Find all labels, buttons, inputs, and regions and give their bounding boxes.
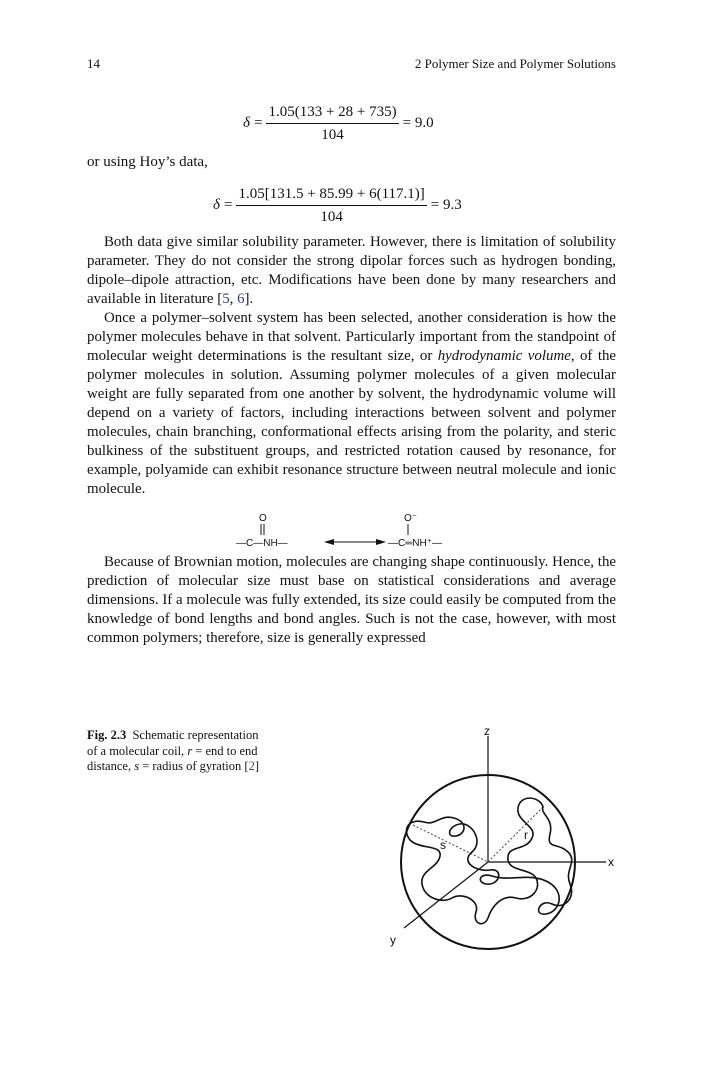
end-to-end-line bbox=[488, 807, 543, 862]
equation-2 bbox=[213, 185, 462, 226]
molecular-coil-diagram bbox=[380, 722, 620, 952]
amide-resonance-structure bbox=[230, 508, 490, 556]
right-amide-chain: —C═NH⁺— bbox=[388, 538, 443, 549]
caption-text-b: = end to end distance, bbox=[87, 743, 258, 773]
paragraph-1-text: Both data give similar solubility parameter. However, there is limitation of solubility parameter. They do not consider the strong dipolar forces such as hydrogen bonding, dipole–dipole attraction, etc. Modifications have been done by many researchers and available in literature [ bbox=[87, 234, 616, 307]
y-axis-label: y bbox=[390, 933, 396, 947]
caption-r-symbol: r bbox=[187, 743, 193, 758]
resonance-arrow bbox=[324, 539, 386, 545]
caption-text-a: Schematic representation of a molecular coil, bbox=[87, 728, 259, 758]
z-axis-label: z bbox=[484, 724, 490, 738]
equation-1-fraction bbox=[266, 103, 398, 144]
equation-1-result: = 9.0 bbox=[402, 115, 434, 131]
caption-text-c: = radius of gyration [ bbox=[139, 759, 249, 773]
r-label: r bbox=[524, 828, 528, 842]
citation-link-2[interactable]: 2 bbox=[248, 759, 255, 773]
left-amide-chain: —C—NH— bbox=[236, 538, 288, 549]
equation-2-denominator: 104 bbox=[320, 209, 343, 225]
left-oxygen-label: O bbox=[259, 513, 267, 524]
hoy-data-line: or using Hoy’s data, bbox=[87, 154, 208, 170]
right-oxygen-label: O⁻ bbox=[404, 513, 418, 524]
paragraph-2-text-b: , of the polymer molecules in solution. Assuming polymer molecules of a given molecular weight are fully separated from one another by solvent, the hydrodynamic volume will depend on a variety of factors, including interactions between solvent and polymer molecules, chain branching, conformational effects arising from the polarity, and steric bulkiness of the substituent groups, and restricted rotation caused by resonance, for example, polyamide can exhibit resonance structure between neutral molecule and ionic molecule. bbox=[87, 348, 617, 497]
equation-1-denominator: 104 bbox=[321, 127, 344, 143]
hydrodynamic-volume-term: hydrodynamic volume bbox=[437, 348, 571, 364]
caption-text-d: ] bbox=[254, 759, 259, 773]
paragraph-2-text-a: Once a polymer–solvent system has been selected, another consideration is how the polymer molecules behave in that solvent. Particularly important from the standpoint of molecular weight determinations is the resultant size, or bbox=[87, 310, 616, 364]
citation-separator: , bbox=[229, 291, 238, 307]
equation-1-numerator: 1.05(133 + 28 + 735) bbox=[266, 103, 398, 124]
figure-caption bbox=[87, 728, 259, 775]
running-head: 2 Polymer Size and Polymer Solutions bbox=[414, 56, 616, 71]
equation-1-equals: = bbox=[253, 115, 263, 131]
paragraph-solubility-limitation bbox=[87, 233, 616, 309]
equation-2-lhs: δ bbox=[213, 197, 220, 213]
paragraph-hydrodynamic-volume bbox=[87, 309, 616, 499]
equation-2-equals: = bbox=[223, 197, 233, 213]
figure-label: Fig. 2.3 bbox=[87, 728, 127, 742]
page-number: 14 bbox=[87, 56, 100, 71]
paragraph-1-end: ]. bbox=[244, 291, 254, 307]
equation-2-fraction bbox=[236, 185, 426, 226]
equation-1 bbox=[243, 103, 434, 144]
citation-link-5[interactable]: 5 bbox=[222, 291, 230, 307]
equation-1-lhs: δ bbox=[243, 115, 250, 131]
s-label: s bbox=[440, 838, 446, 852]
citation-link-6[interactable]: 6 bbox=[237, 291, 245, 307]
equation-2-numerator: 1.05[131.5 + 85.99 + 6(117.1)] bbox=[236, 185, 426, 206]
caption-s-symbol: s bbox=[134, 759, 140, 773]
paragraph-brownian-motion bbox=[87, 553, 616, 648]
equation-2-result: = 9.3 bbox=[430, 197, 462, 213]
paragraph-3-text: Because of Brownian motion, molecules are changing shape continuously. Hence, the prediction of molecular size must base on statistical considerations and average dimensions. If a molecule was fully extended, its size could easily be computed from the knowledge of bond lengths and bond angles. Such is not the case, however, with most common polymers; therefore, size is generally expressed bbox=[87, 554, 616, 646]
x-axis-label: x bbox=[608, 855, 614, 869]
